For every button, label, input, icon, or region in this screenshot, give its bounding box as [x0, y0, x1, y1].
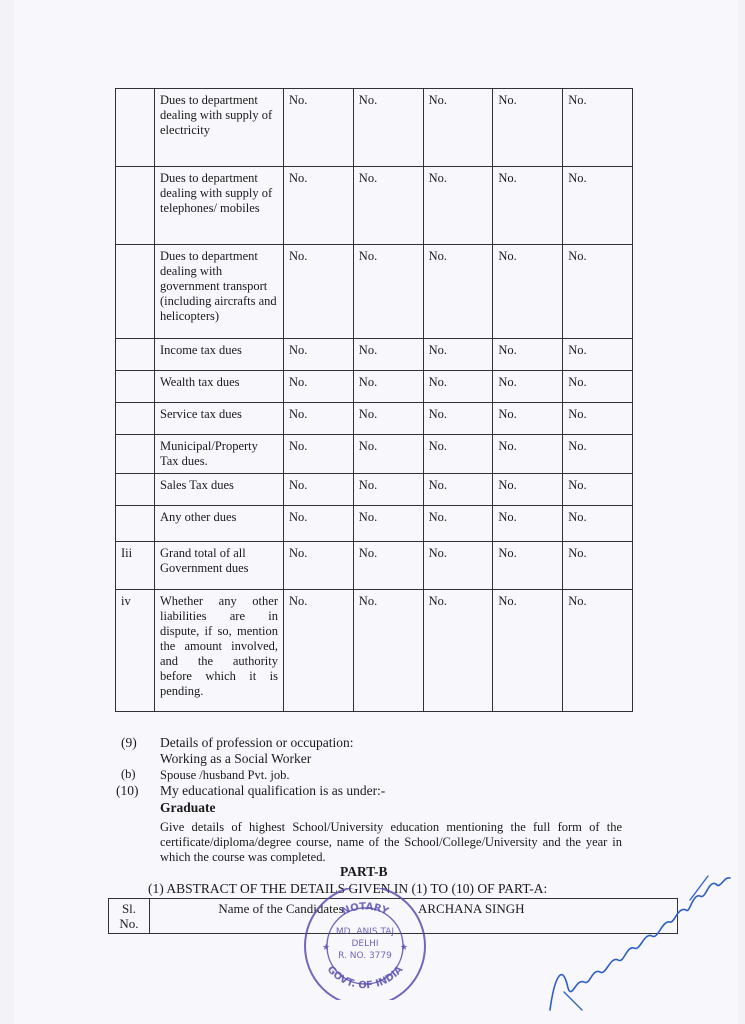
row-value-cell: No.: [423, 89, 493, 167]
row-value-cell: No.: [353, 474, 423, 506]
row-serial: [116, 371, 155, 403]
row-serial: [116, 506, 155, 542]
svg-text:R. NO. 3779: R. NO. 3779: [338, 951, 392, 961]
row-value-cell: No.: [563, 435, 633, 474]
section-9-number: (9): [121, 735, 137, 750]
row-value-cell: No.: [423, 245, 493, 339]
row-value-cell: No.: [493, 590, 563, 712]
row-value-cell: No.: [423, 506, 493, 542]
candidate-name: ARCHANA SINGH: [412, 899, 678, 934]
row-description: Grand total of all Government dues: [155, 542, 284, 590]
svg-text:★: ★: [400, 943, 409, 953]
row-value-cell: No.: [353, 506, 423, 542]
row-value-cell: No.: [493, 474, 563, 506]
row-value-cell: No.: [284, 435, 354, 474]
table-row: [116, 371, 633, 403]
table-row: [116, 542, 633, 590]
row-value-cell: No.: [284, 245, 354, 339]
row-value-cell: No.: [493, 403, 563, 435]
part-b-title: PART-B: [340, 864, 388, 879]
row-description: Any other dues: [155, 506, 284, 542]
row-value-cell: No.: [284, 167, 354, 245]
svg-text:DELHI: DELHI: [351, 939, 379, 949]
section-10-number: (10): [116, 783, 139, 798]
qualification-value: Graduate: [160, 800, 216, 815]
row-value-cell: No.: [423, 435, 493, 474]
row-serial: [116, 435, 155, 474]
abstract-heading: (1) ABSTRACT OF THE DETAILS GIVEN IN (1) TO (10) OF PART-A:: [148, 881, 548, 896]
table-row: [116, 506, 633, 542]
row-description: Service tax dues: [155, 403, 284, 435]
row-description: Municipal/Property Tax dues.: [155, 435, 284, 474]
row-value-cell: No.: [493, 89, 563, 167]
row-value-cell: No.: [423, 590, 493, 712]
row-value-cell: No.: [493, 167, 563, 245]
row-serial: iv: [116, 590, 155, 712]
row-value-cell: No.: [284, 89, 354, 167]
row-value-cell: No.: [353, 435, 423, 474]
row-value-cell: No.: [353, 339, 423, 371]
row-value-cell: No.: [563, 403, 633, 435]
row-description: Sales Tax dues: [155, 474, 284, 506]
row-value-cell: No.: [353, 542, 423, 590]
name-header: Name of the Candidates: [150, 899, 413, 934]
row-value-cell: No.: [493, 435, 563, 474]
row-serial: [116, 403, 155, 435]
row-serial: [116, 474, 155, 506]
row-description: Dues to department dealing with supply of telephones/ mobiles: [155, 167, 284, 245]
row-value-cell: No.: [563, 542, 633, 590]
row-value-cell: No.: [284, 542, 354, 590]
row-value-cell: No.: [353, 167, 423, 245]
row-value-cell: No.: [563, 245, 633, 339]
row-value-cell: No.: [353, 245, 423, 339]
row-value-cell: No.: [284, 474, 354, 506]
row-value-cell: No.: [493, 245, 563, 339]
table-row: [116, 89, 633, 167]
sl-no-header: Sl. No.: [109, 899, 150, 934]
row-serial: Iii: [116, 542, 155, 590]
row-serial: [116, 339, 155, 371]
government-dues-table: [115, 88, 633, 712]
handwritten-signature: [540, 860, 740, 1020]
table-row: [116, 403, 633, 435]
row-value-cell: No.: [423, 403, 493, 435]
section-b-number: (b): [121, 767, 136, 781]
section-10-heading: My educational qualification is as under:-: [160, 783, 386, 798]
row-value-cell: No.: [284, 590, 354, 712]
table-row: [116, 167, 633, 245]
svg-text:NOTARY: NOTARY: [340, 901, 390, 918]
row-value-cell: No.: [353, 89, 423, 167]
row-value-cell: No.: [563, 339, 633, 371]
row-serial: [116, 245, 155, 339]
svg-text:MD. ANIS TAJ: MD. ANIS TAJ: [335, 927, 395, 937]
svg-text:★: ★: [322, 943, 331, 953]
row-description: Dues to department dealing with government transport (including aircrafts and helicopters): [155, 245, 284, 339]
row-value-cell: No.: [423, 339, 493, 371]
row-description: Income tax dues: [155, 339, 284, 371]
table-row: [116, 590, 633, 712]
row-value-cell: No.: [493, 506, 563, 542]
spouse-occupation: Spouse /husband Pvt. job.: [160, 768, 290, 782]
svg-text:GOVT. OF INDIA: GOVT. OF INDIA: [324, 964, 406, 992]
row-value-cell: No.: [493, 542, 563, 590]
row-value-cell: No.: [353, 371, 423, 403]
row-value-cell: No.: [423, 167, 493, 245]
row-value-cell: No.: [563, 590, 633, 712]
row-value-cell: No.: [423, 474, 493, 506]
row-value-cell: No.: [423, 542, 493, 590]
row-value-cell: No.: [563, 371, 633, 403]
row-description: Whether any other liabilities are in dispute, if so, mention the amount involved, and the authority before which it is pending.: [155, 590, 284, 712]
row-value-cell: No.: [563, 167, 633, 245]
row-value-cell: No.: [493, 339, 563, 371]
row-value-cell: No.: [353, 403, 423, 435]
row-value-cell: No.: [284, 403, 354, 435]
row-value-cell: No.: [353, 590, 423, 712]
row-serial: [116, 167, 155, 245]
row-description: Wealth tax dues: [155, 371, 284, 403]
row-value-cell: No.: [563, 506, 633, 542]
row-value-cell: No.: [423, 371, 493, 403]
notary-stamp-seal: [298, 888, 432, 1000]
row-value-cell: No.: [563, 474, 633, 506]
table-row: [116, 474, 633, 506]
row-value-cell: No.: [284, 371, 354, 403]
row-value-cell: No.: [284, 506, 354, 542]
row-value-cell: No.: [284, 339, 354, 371]
row-value-cell: No.: [563, 89, 633, 167]
section-9-heading: Details of profession or occupation:: [160, 735, 354, 750]
occupation-value: Working as a Social Worker: [160, 751, 312, 766]
table-row: [116, 245, 633, 339]
row-serial: [116, 89, 155, 167]
table-row: [116, 339, 633, 371]
table-row: [116, 435, 633, 474]
row-value-cell: No.: [493, 371, 563, 403]
qualification-instructions: Give details of highest School/University education mentioning the full form of the certificate/diploma/degree course, name of the School/College/University and the year in which the course was completed.: [160, 820, 622, 864]
row-description: Dues to department dealing with supply of electricity: [155, 89, 284, 167]
